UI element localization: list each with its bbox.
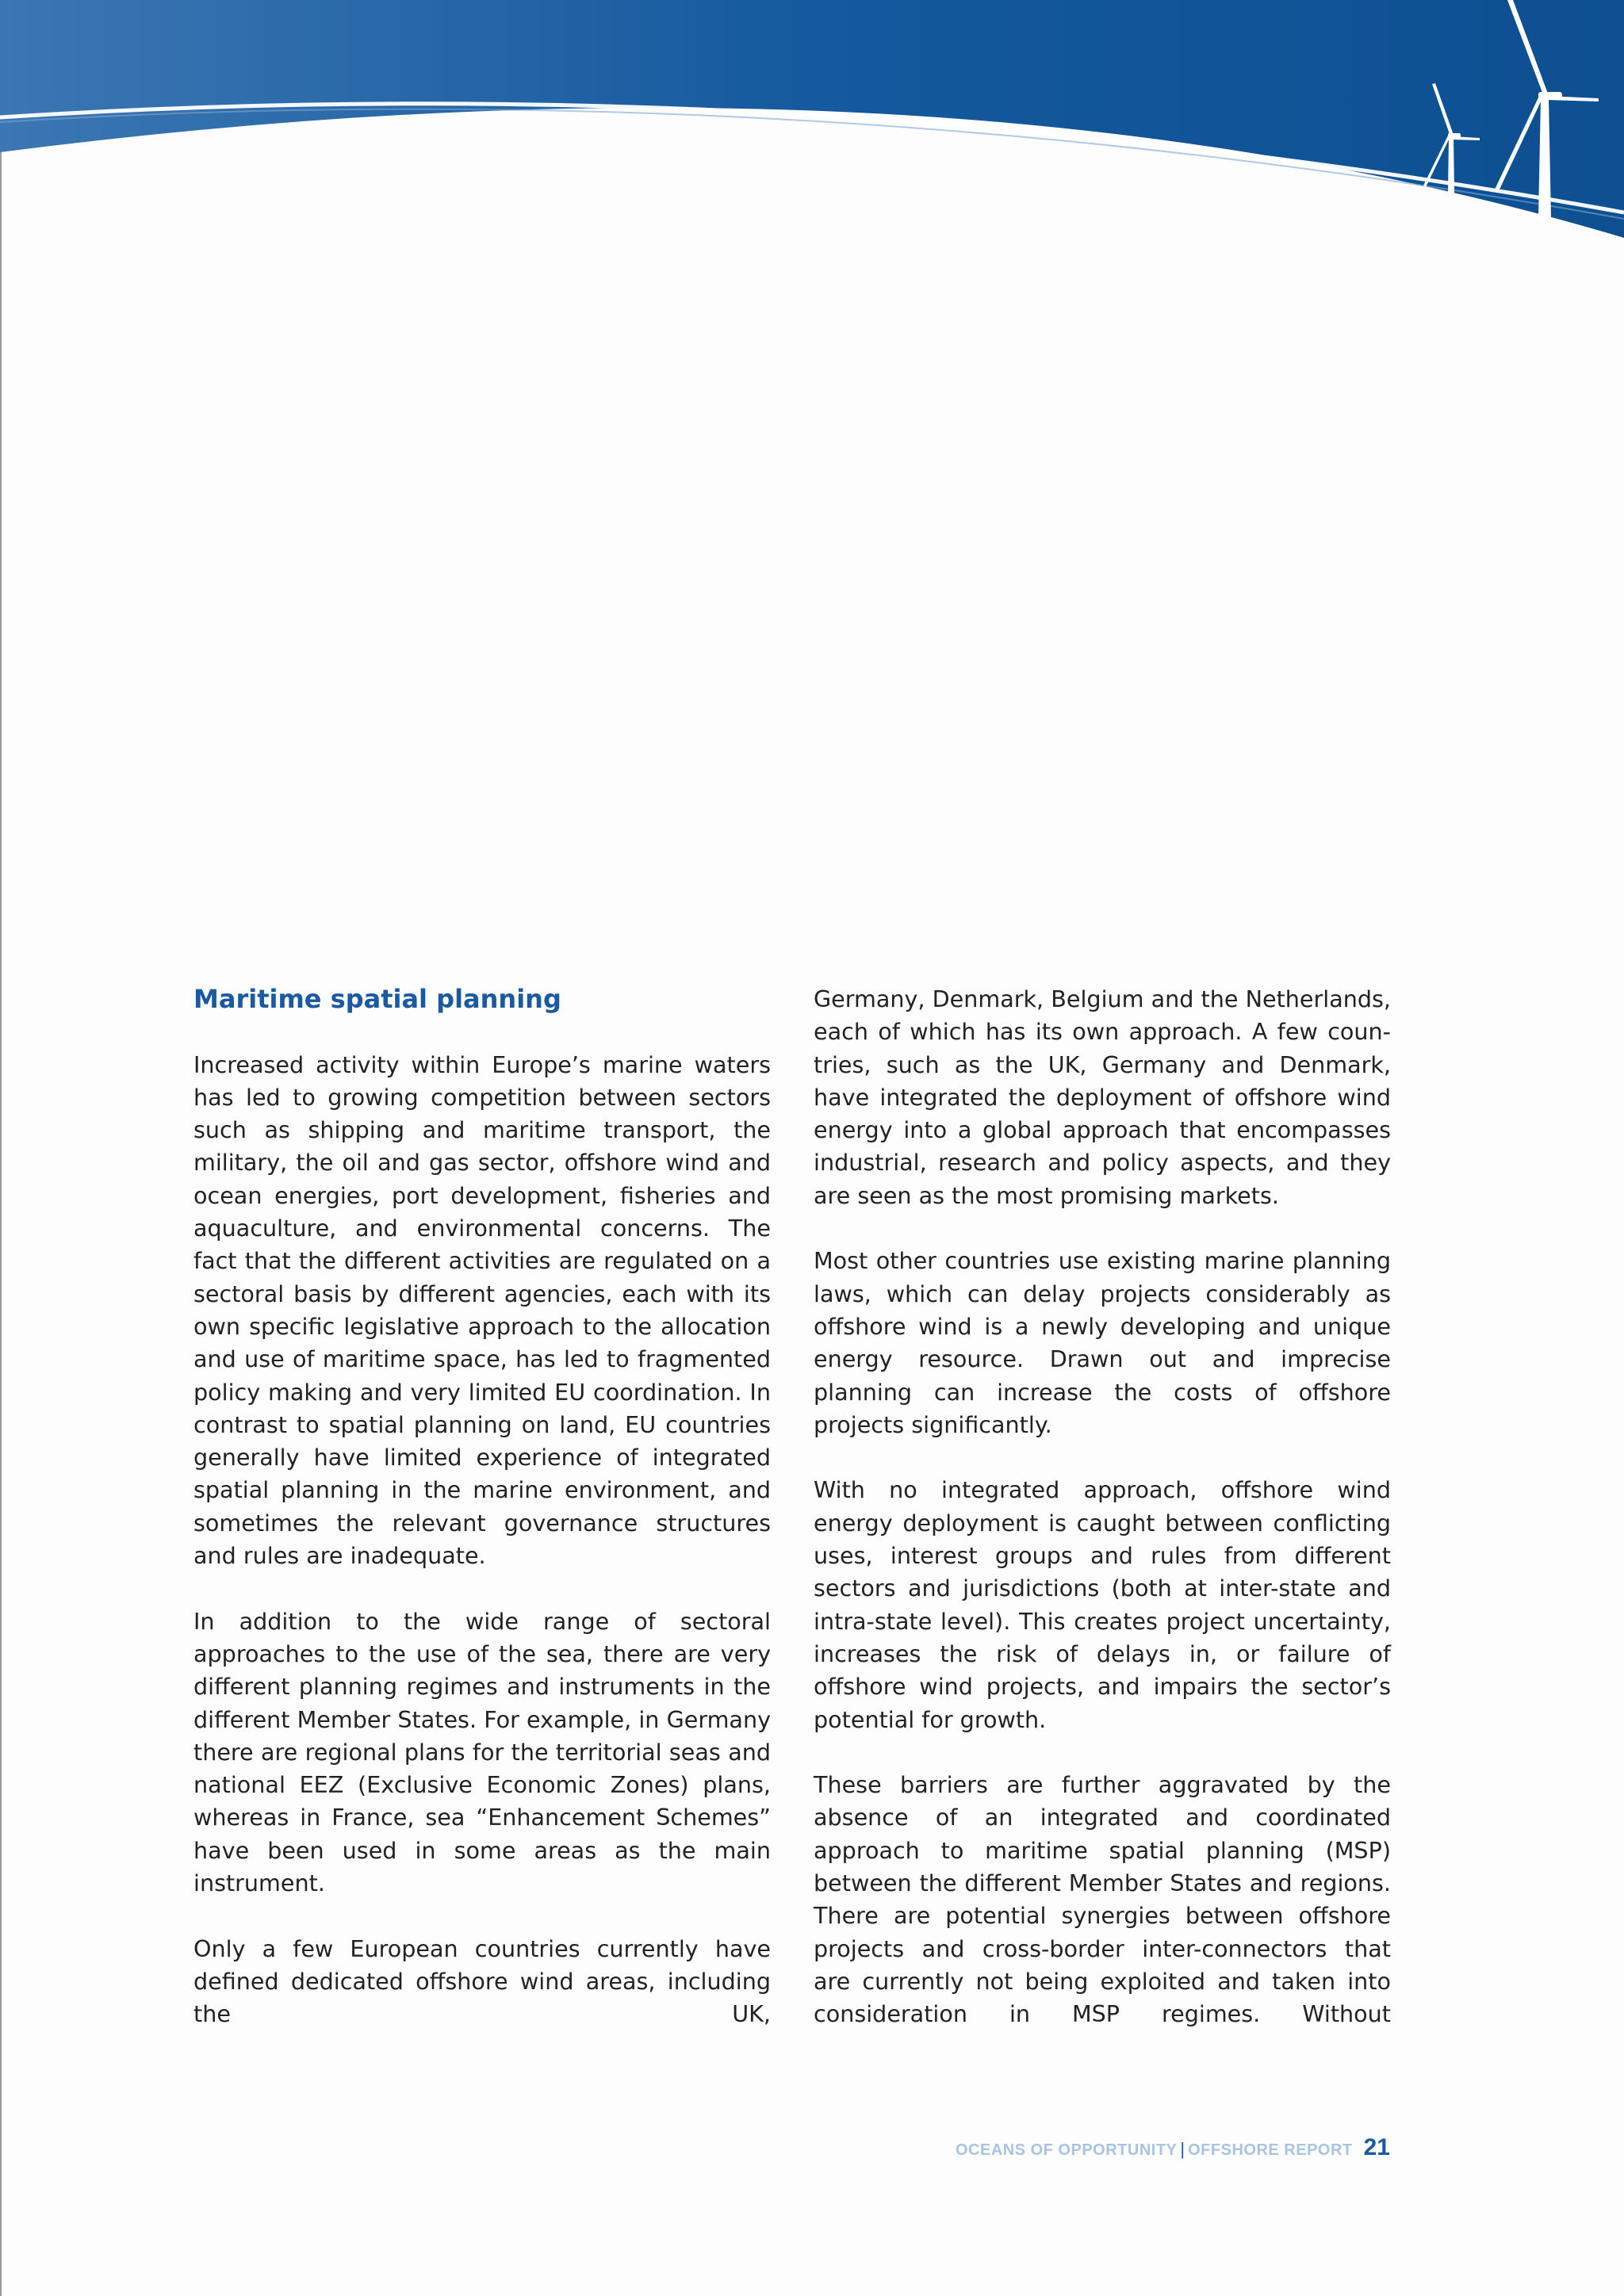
section-heading: Maritime spatial planning (193, 984, 561, 1014)
article-right-column (814, 983, 1391, 2064)
footer-publication: OCEANS OF OPPORTUNITY (955, 2141, 1178, 2159)
body-paragraph: In addition to the wide range of sectoral approaches to the use of the sea, there are very different planning regimes and instruments in the different Member States. For example, in Germany there are regional plans for the territorial seas and national EEZ (Exclusive Economic Zones) plans, whereas in France, sea “Enhancement Schemes” have been used in some areas as the main instrument. (193, 1607, 771, 1897)
page-number: 21 (1363, 2134, 1390, 2160)
body-paragraph: Increased activity within Europe’s marine waters has led to growing competition between sectors such as shipping and maritime transport, the military, the oil and gas sector, offshore wind and ocean energies, port development, fisheries and aquaculture, and environmental concerns. The fact that the different activities are regulated on a sectoral basis by different agencies, each with its own specific legislative approach to the allocation and use of maritime space, has led to fragmented policy making and very limited EU coordination. In contrast to spatial planning on land, EU countries generally have limited experience of integrated spatial planning in the marine environment, and sometimes the relevant governance structures and rules are inadequate. (193, 1050, 771, 1570)
page-edge-line (0, 111, 2, 2296)
footer-section: OFFSHORE REPORT (1188, 2141, 1353, 2159)
body-paragraph: Most other countries use existing marine planning laws, which can delay projects considerably as offshore wind is a newly developing and unique energy resource. Drawn out and imprecise planning can increase the costs of offshore projects significantly. (814, 1247, 1391, 1438)
footer-separator: | (1180, 2139, 1185, 2159)
header-band (0, 0, 1624, 238)
article-left-column (193, 983, 771, 2064)
body-paragraph: With no integrated approach, offshore wind energy deployment is caught between conflicting uses, interest groups and rules from different sectors and jurisdictions (both at inter-state and intra-state level). This creates project uncertainty, increases the risk of delays in, or failure of offshore wind projects, and impairs the sector’s potential for growth. (814, 1476, 1391, 1733)
page-footer (956, 2134, 1390, 2166)
body-paragraph: Only a few European countries currently have defined dedicated offshore wind areas, including the UK, (193, 1934, 771, 2028)
header-wave-banner (0, 0, 1624, 254)
body-paragraph: These barriers are further aggravated by the absence of an integrated and coordinated approach to maritime spatial planning (MSP) between the different Member States and regions. There are potential synergies between offshore projects and cross-border inter-connectors that are currently not being exploited and taken into consideration in MSP regimes. Without (814, 1771, 1391, 2028)
body-paragraph: Germany, Denmark, Belgium and the Netherlands, each of which has its own approach. A few countries, such as the UK, Germany and Denmark, have integrated the deployment of offshore wind energy into a global approach that encompasses industrial, research and policy aspects, and they are seen as the most promising markets. (814, 985, 1391, 1209)
